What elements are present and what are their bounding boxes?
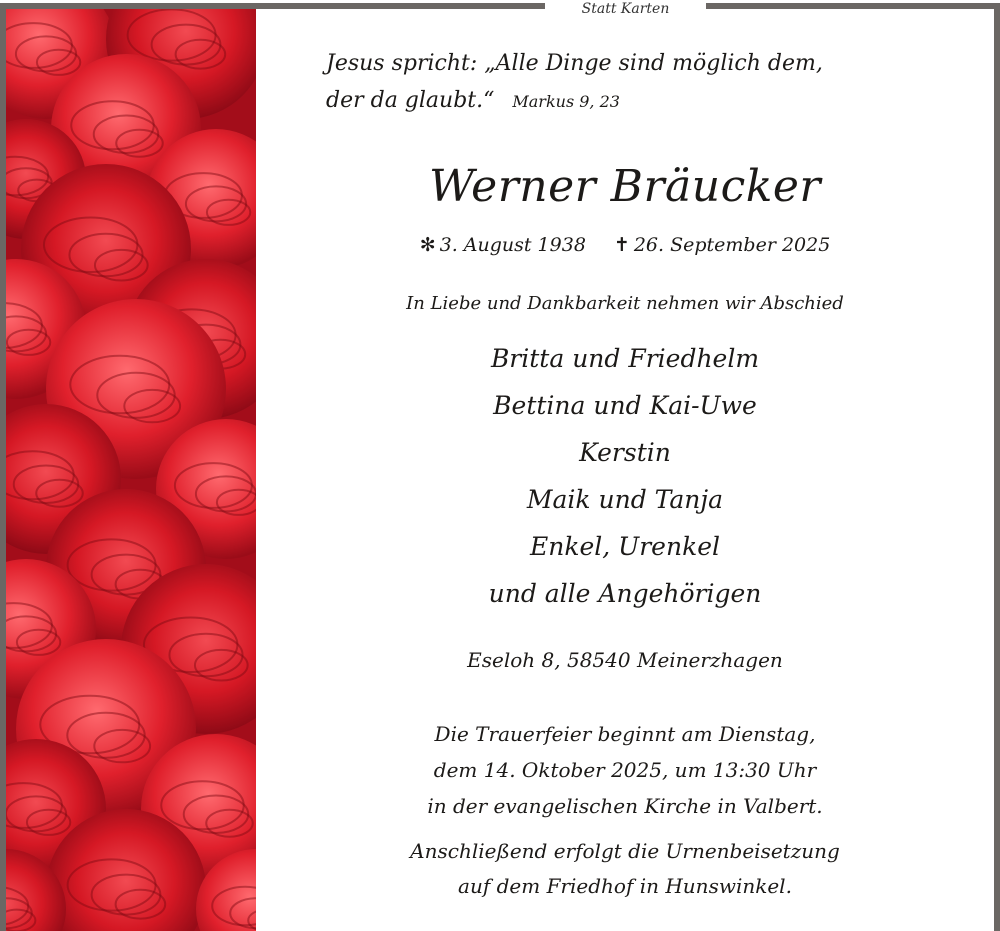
mourner-line: Kerstin (579, 438, 671, 467)
birth-star-icon: ✻ (419, 234, 436, 256)
quote-line-2: der da glaubt.“ (326, 88, 495, 113)
burial-info (256, 834, 994, 904)
service-line: dem 14. Oktober 2025, um 13:30 Uhr (433, 758, 817, 782)
statt-karten-label: Statt Karten (581, 1, 670, 17)
frame-border-right (994, 3, 1000, 931)
bible-quote (326, 45, 946, 120)
farewell-text: In Liebe und Dankbarkeit nehmen wir Abschied (406, 293, 844, 314)
mourner-line: Enkel, Urenkel (529, 532, 721, 561)
burial-line: Anschließend erfolgt die Urnenbeisetzung (410, 839, 840, 863)
death-cross-icon: ✝ (613, 234, 630, 256)
birth-date: 3. August 1938 (439, 234, 586, 256)
mourner-line: Bettina und Kai-Uwe (493, 391, 757, 420)
mourners-list (256, 335, 994, 617)
mourner-line: Maik und Tanja (526, 485, 724, 514)
service-line: Die Trauerfeier beginnt am Dienstag, (434, 722, 816, 746)
family-address: Eseloh 8, 58540 Meinerzhagen (467, 648, 783, 672)
rose-blossoms (6, 9, 256, 931)
death-date: 26. September 2025 (633, 234, 831, 256)
roses-image (6, 9, 256, 931)
mourner-line: und alle Angehörigen (488, 579, 762, 608)
quote-reference: Markus 9, 23 (512, 92, 620, 111)
deceased-name: Werner Bräucker (429, 161, 821, 212)
funeral-service-info (256, 716, 994, 824)
life-dates (256, 231, 994, 259)
service-line: in der evangelischen Kirche in Valbert. (427, 794, 823, 818)
burial-line: auf dem Friedhof in Hunswinkel. (458, 874, 792, 898)
notice-content (256, 9, 994, 931)
mourner-line: Britta und Friedhelm (490, 344, 760, 373)
quote-line-1: Jesus spricht: „Alle Dinge sind möglich dem, (326, 51, 823, 76)
